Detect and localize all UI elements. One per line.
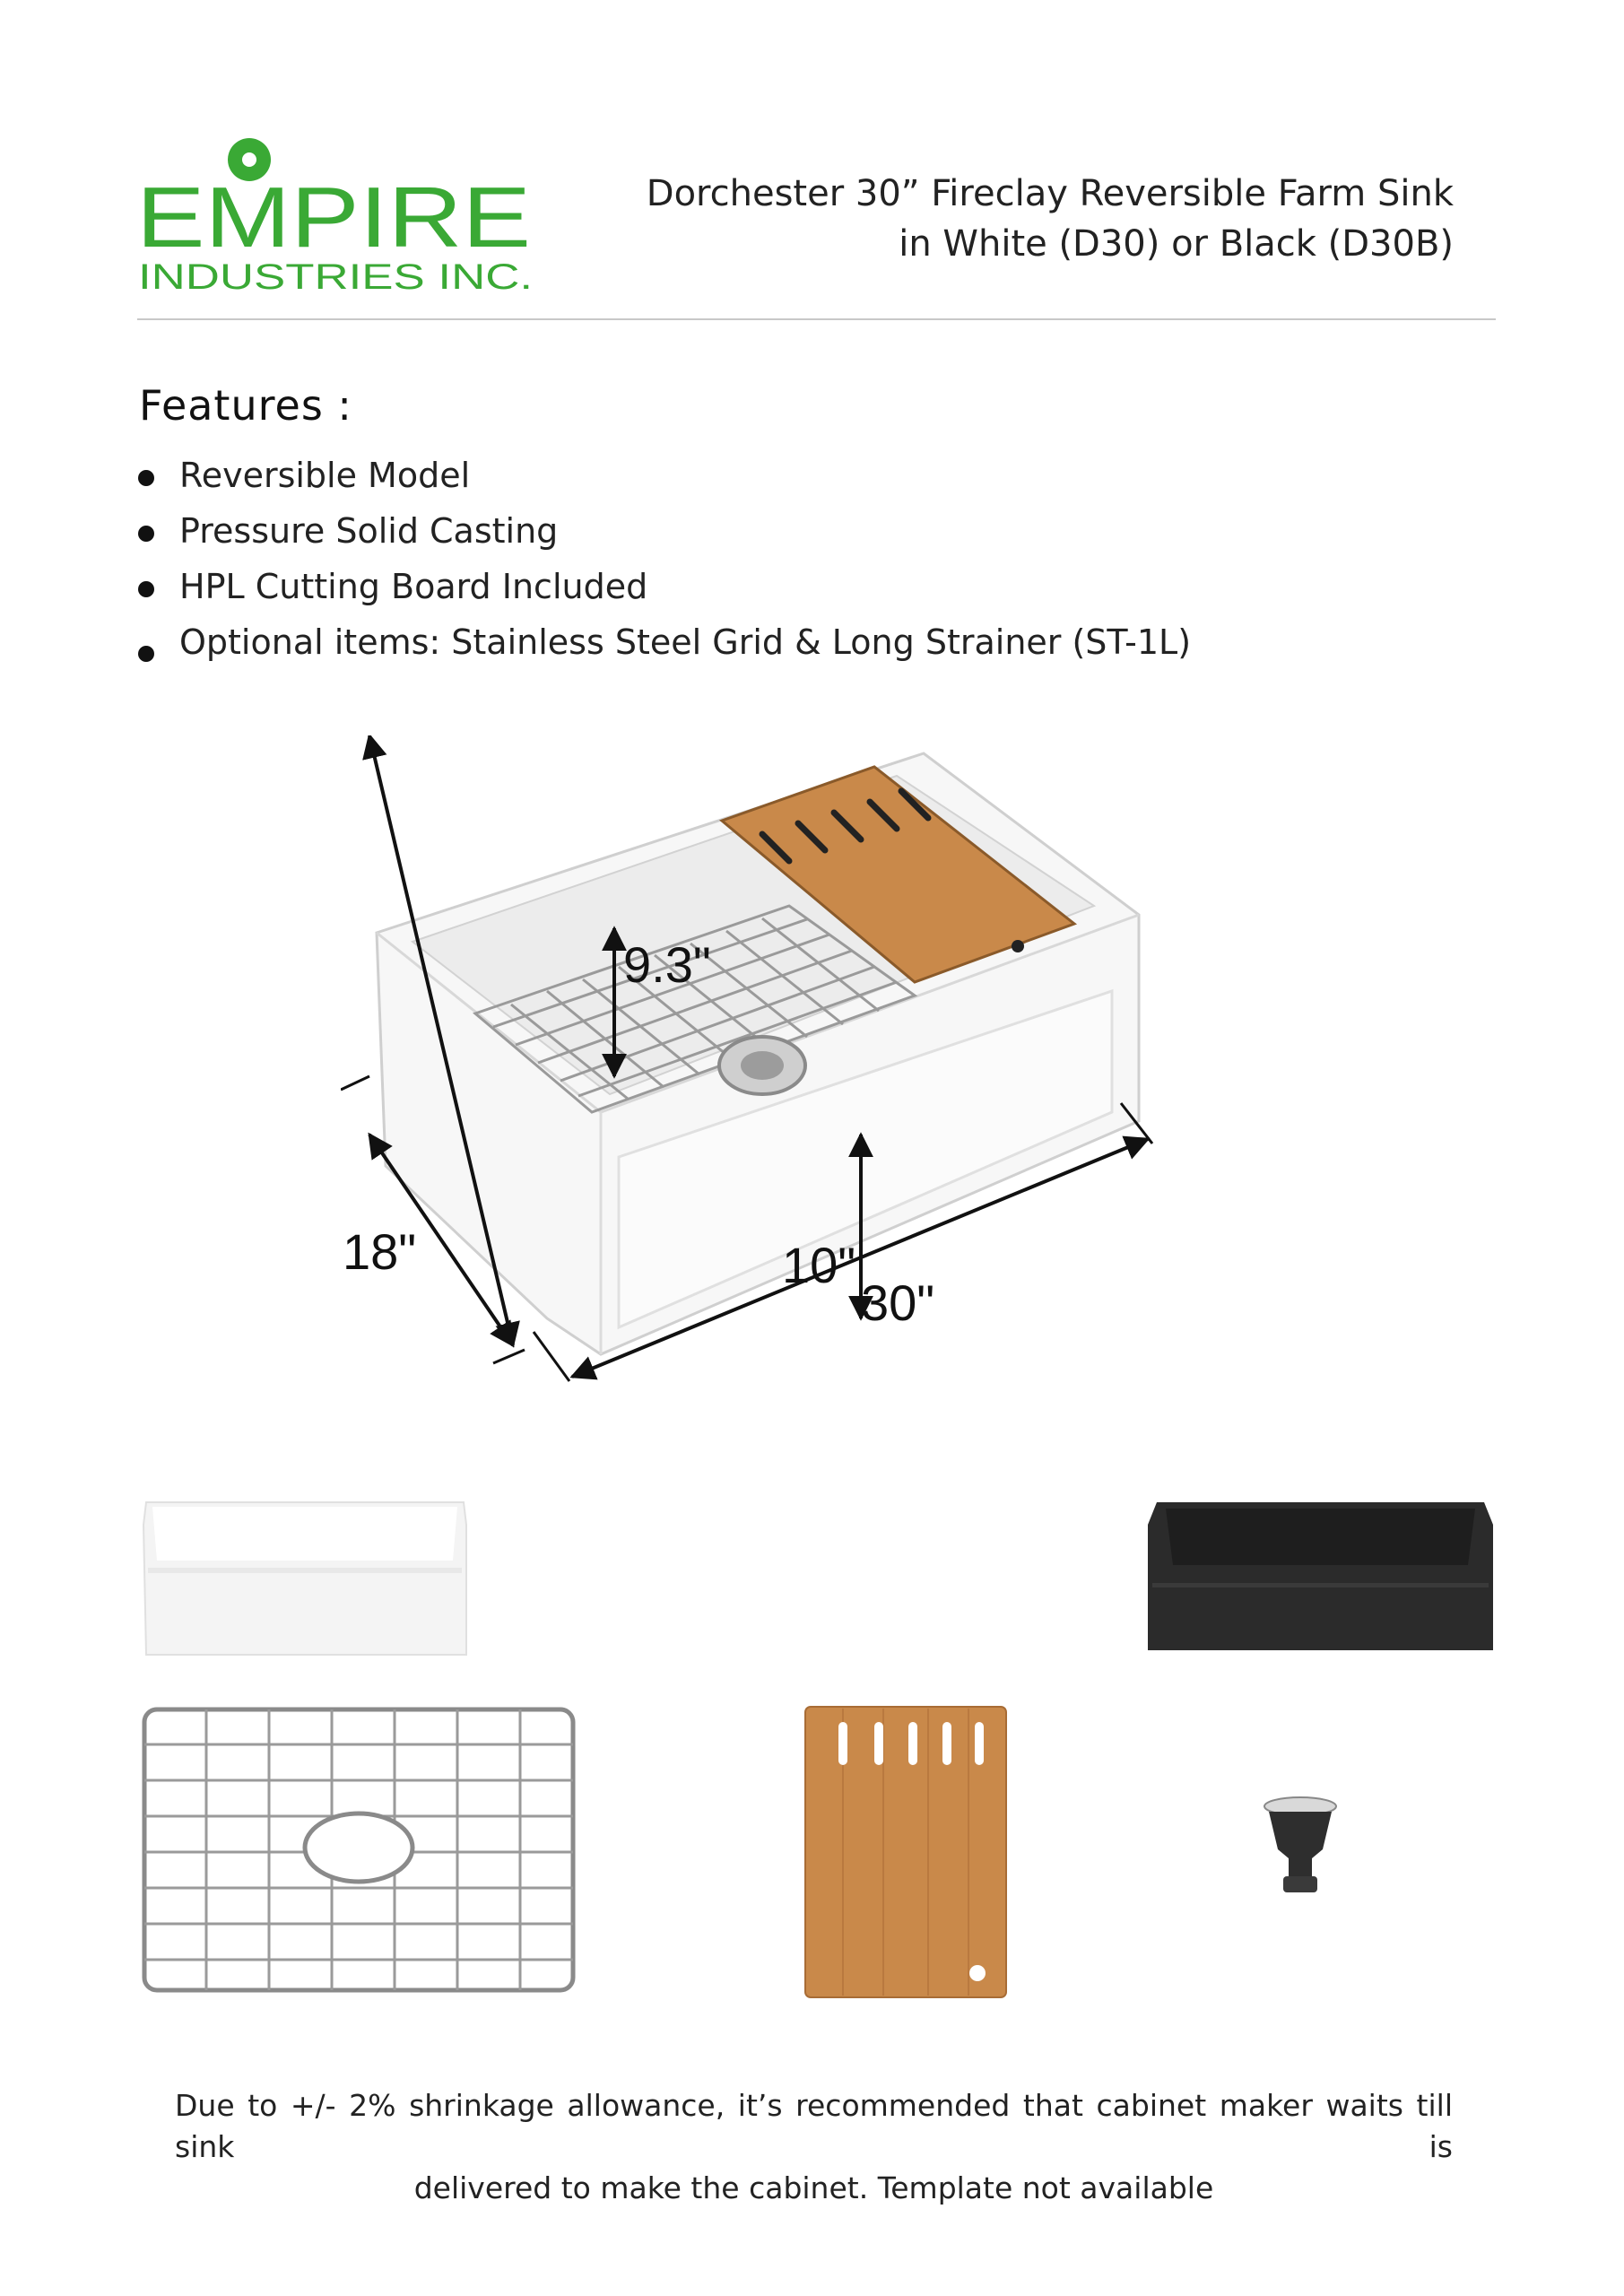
feature-item: Pressure Solid Casting: [135, 504, 1191, 560]
dim-label-width: 30": [861, 1274, 935, 1331]
feature-item: HPL Cutting Board Included: [135, 560, 1191, 615]
shrinkage-footnote: [175, 2085, 1453, 2209]
white-sink-image: [139, 1498, 471, 1659]
product-title-line1: Dorchester 30” Fireclay Reversible Farm Sink: [646, 173, 1454, 214]
logo-subtitle: INDUSTRIES INC.: [138, 257, 533, 296]
sink-illustration: [377, 753, 1139, 1354]
feature-item: Reversible Model: [135, 448, 1191, 504]
black-sink-image: [1143, 1498, 1498, 1659]
features-list: [135, 448, 1191, 671]
stainless-grid-image: [139, 1704, 578, 1996]
dim-label-inner-depth: 9.3": [623, 936, 711, 993]
cutting-board-image: [803, 1704, 1009, 2000]
long-strainer-image: [1260, 1794, 1341, 1901]
empire-logo: [135, 135, 538, 296]
dim-label-front-height: 10": [782, 1237, 856, 1293]
footnote-line1: Due to +/- 2% shrinkage allowance, it’s recommended that cabinet maker waits till sink is: [175, 2088, 1453, 2164]
feature-item: Optional items: Stainless Steel Grid & Long Strainer (ST-1L): [135, 615, 1191, 671]
dim-label-depth: 18": [343, 1223, 417, 1280]
product-title: [647, 169, 1454, 269]
features-heading: Features :: [139, 381, 352, 430]
logo-wordmark: EMPIRE: [136, 170, 531, 265]
product-title-line2: in White (D30) or Black (D30B): [899, 223, 1454, 265]
footnote-line2: delivered to make the cabinet. Template not available: [413, 2170, 1214, 2205]
header-divider: [137, 318, 1496, 320]
sink-dimension-diagram: [341, 735, 1184, 1399]
